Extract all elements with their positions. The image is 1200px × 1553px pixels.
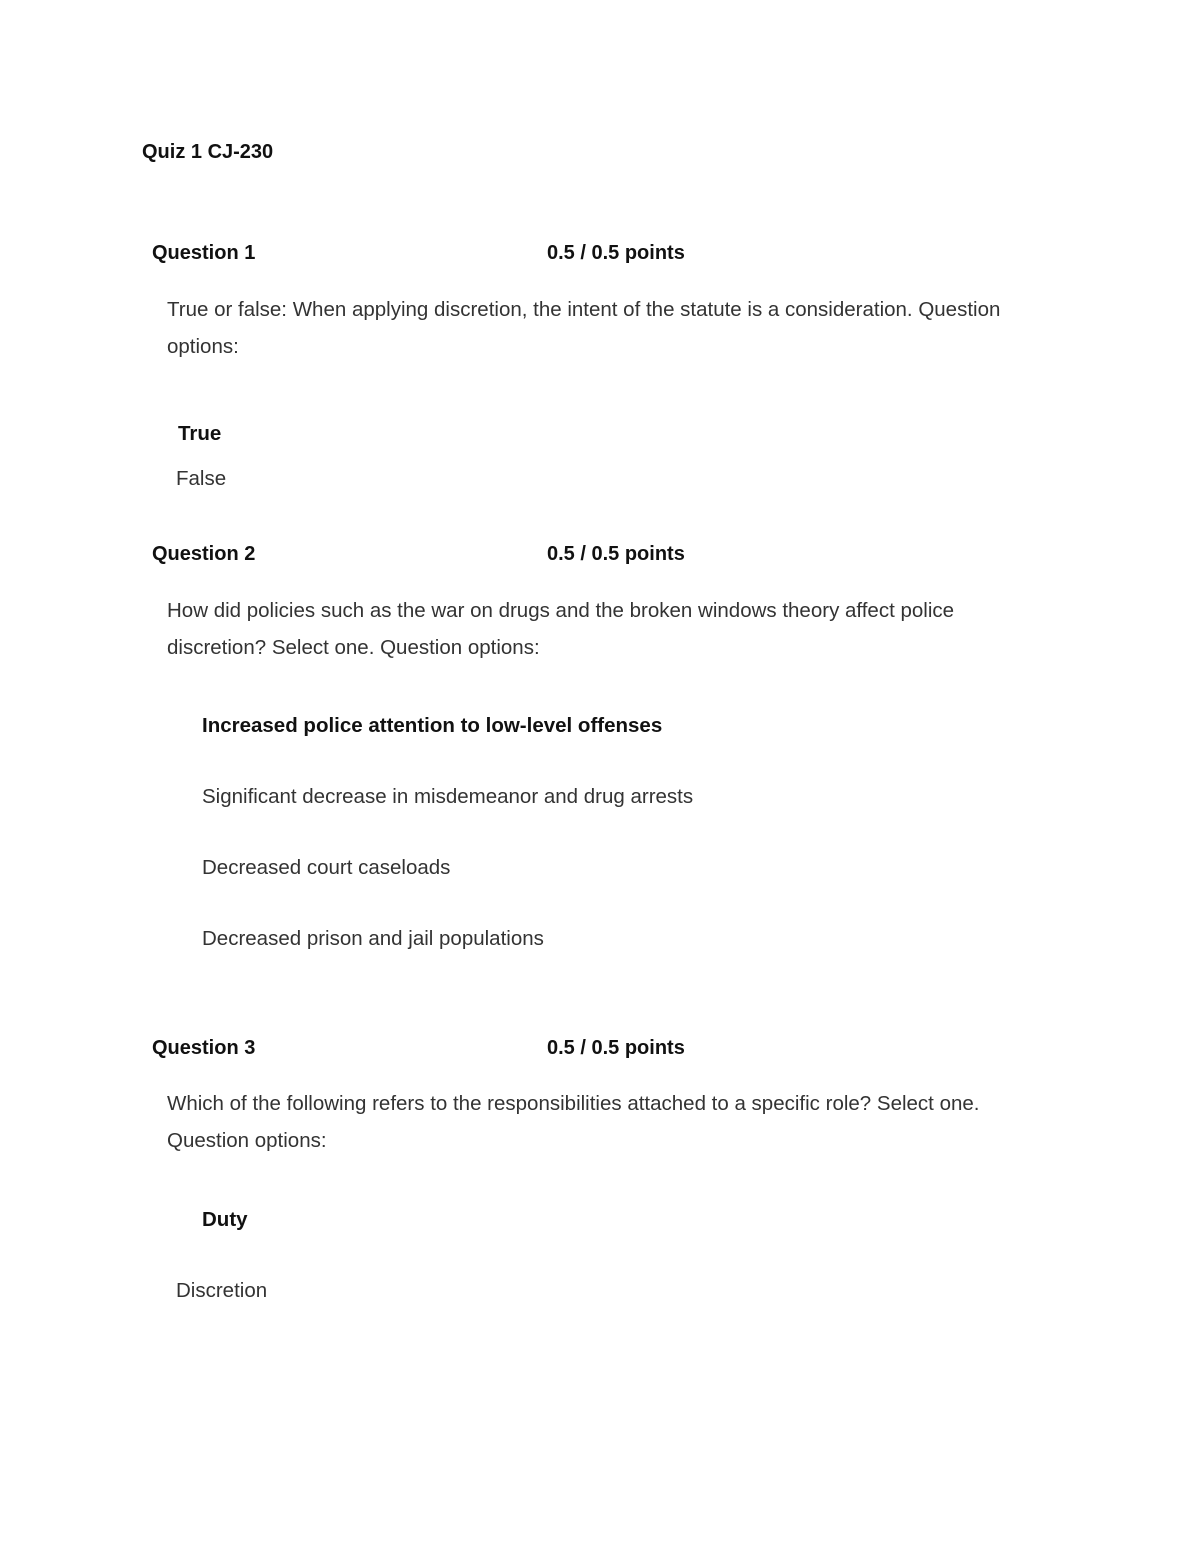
question-3-text <box>167 1085 1087 1159</box>
question-3-option-discretion: Discretion <box>176 1279 268 1302</box>
question-1-text-line2: options: <box>167 335 239 358</box>
question-2-text-line2: discretion? Select one. Question options: <box>167 636 540 659</box>
question-2-text-line1: How did policies such as the war on drugs and the broken windows theory affect police <box>167 599 955 622</box>
question-1-label: Question 1 <box>152 242 256 264</box>
question-2-option-3: Decreased court caseloads <box>202 856 451 879</box>
question-1-option-true: True <box>178 422 222 445</box>
question-1-text <box>167 291 1087 365</box>
question-1-option-false: False <box>176 467 227 490</box>
question-2-label: Question 2 <box>152 543 256 565</box>
question-2-text <box>167 592 1087 666</box>
question-1-text-line1: True or false: When applying discretion, the intent of the statute is a consideration. Question <box>167 298 1001 321</box>
question-3-label: Question 3 <box>152 1037 256 1059</box>
question-3-text-line2: Question options: <box>167 1129 327 1152</box>
question-2-option-2: Significant decrease in misdemeanor and drug arrests <box>202 785 694 808</box>
question-3-text-line1: Which of the following refers to the responsibilities attached to a specific role? Select one. <box>167 1092 980 1115</box>
question-2-option-4: Decreased prison and jail populations <box>202 927 544 950</box>
question-3-option-duty: Duty <box>202 1208 248 1231</box>
question-2-points: 0.5 / 0.5 points <box>547 543 685 565</box>
document-title: Quiz 1 CJ-230 <box>142 141 274 163</box>
question-2-option-1: Increased police attention to low-level offenses <box>202 714 663 737</box>
question-3-points: 0.5 / 0.5 points <box>547 1037 685 1059</box>
question-1-points: 0.5 / 0.5 points <box>547 242 685 264</box>
